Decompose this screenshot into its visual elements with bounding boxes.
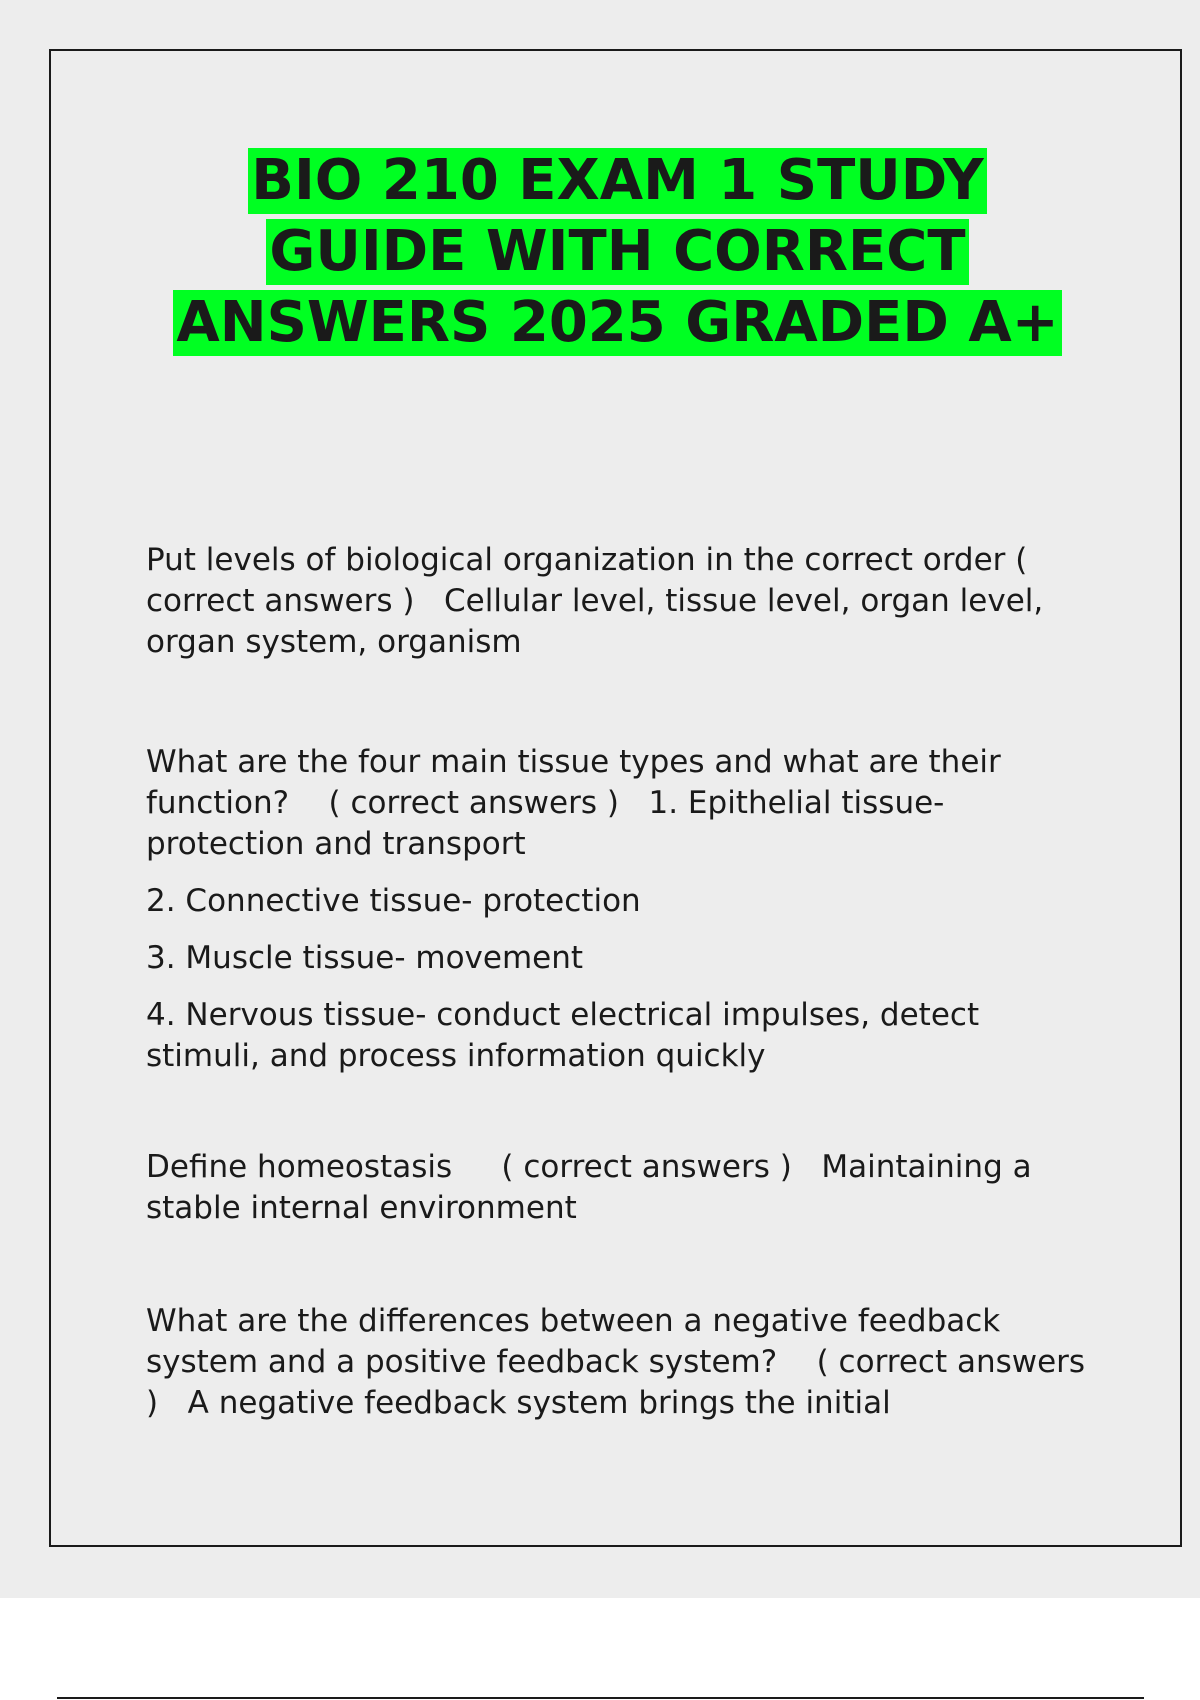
qa-entry-2	[146, 742, 1096, 1077]
title-line-2: GUIDE WITH CORRECT	[266, 219, 968, 285]
answer-text: A negative feedback system brings the initial	[187, 1385, 891, 1421]
qa-paragraph	[146, 742, 1096, 865]
page-divider	[57, 1697, 1144, 1699]
answer-item-4: 4. Nervous tissue- conduct electrical impulses, detect stimuli, and process information quickly	[146, 997, 980, 1074]
title-line-1: BIO 210 EXAM 1 STUDY	[248, 148, 986, 214]
question-text: What are the differences between a negative feedback system and a positive feedback system?	[146, 1303, 1001, 1380]
qa-entry-4	[146, 1301, 1096, 1424]
study-guide-content	[146, 540, 1096, 1424]
answer-tag: ( correct answers )	[501, 1149, 792, 1185]
title-line-3: ANSWERS 2025 GRADED A+	[173, 290, 1061, 356]
question-text: Define homeostasis	[146, 1149, 453, 1185]
question-text: Put levels of biological organization in the correct order	[146, 542, 1006, 578]
qa-entry-1	[146, 540, 1096, 663]
answer-tag: ( correct answers )	[328, 785, 619, 821]
qa-paragraph	[146, 1147, 1096, 1229]
answer-text: Maintaining a stable internal environment	[146, 1149, 1032, 1226]
qa-entry-3	[146, 1147, 1096, 1229]
qa-paragraph	[146, 540, 1096, 663]
qa-paragraph	[146, 1301, 1096, 1424]
answer-item-3: 3. Muscle tissue- movement	[146, 940, 584, 976]
answer-item-2: 2. Connective tissue- protection	[146, 883, 641, 919]
answer-tag: ( correct answers )	[146, 542, 1028, 619]
answer-tag: ( correct answers )	[146, 1344, 1086, 1421]
question-text: What are the four main tissue types and what are their function?	[146, 744, 1001, 821]
document-title	[100, 145, 1135, 358]
answer-text: 1. Epithelial tissue- protection and transport	[146, 785, 945, 862]
answer-text: Cellular level, tissue level, organ level, organ system, organism	[146, 583, 1044, 660]
